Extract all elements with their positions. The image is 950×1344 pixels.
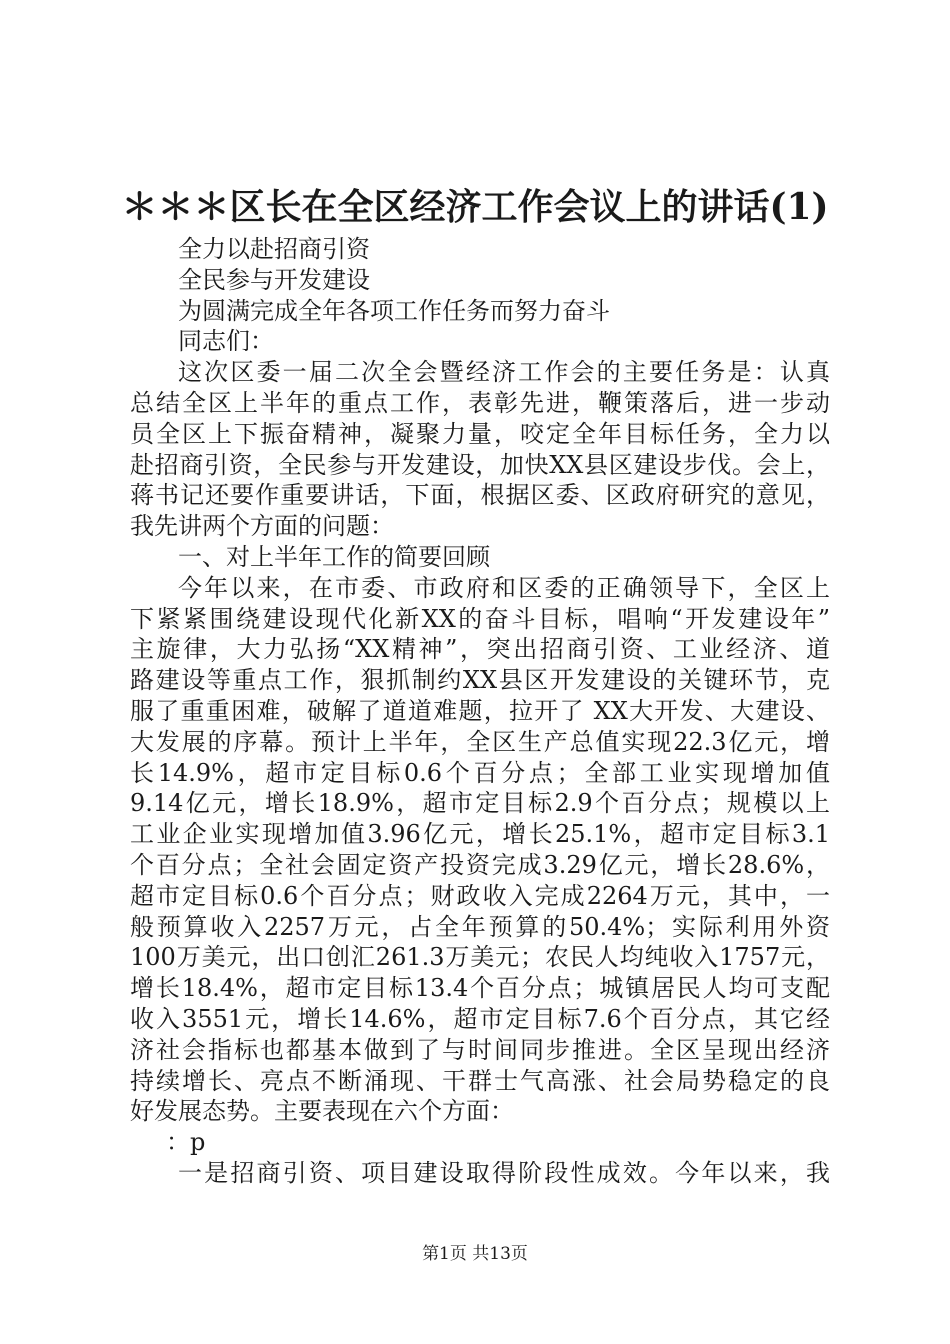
paragraph-line: 员全区上下振奋精神，凝聚力量，咬定全年目标任务，全力以 [130,419,830,448]
paragraph-line: 好发展态势。主要表现在六个方面： [130,1097,514,1126]
section-heading: 一、对上半年工作的简要回顾 [178,542,490,571]
paragraph-line: 路建设等重点工作，狠抓制约XX县区开发建设的关键环节，克 [130,666,830,695]
paragraph-line: 超市定目标0.6个百分点；财政收入完成2264万元，其中，一 [130,881,830,910]
paragraph-line: 收入3551元，增长14.6%，超市定目标7.6个百分点，其它经 [130,1004,830,1033]
paragraph-line: 大发展的序幕。预计上半年，全区生产总值实现22.3亿元，增 [130,727,830,756]
paragraph-line: 赴招商引资，全民参与开发建设，加快XX县区建设步伐。会上， [130,450,830,479]
paragraph-line: 我先讲两个方面的问题： [130,512,394,541]
paragraph-line: 一是招商引资、项目建设取得阶段性成效。今年以来，我 [178,1158,830,1187]
paragraph-line: 增长18.4%，超市定目标13.4个百分点；城镇居民人均可支配 [130,974,830,1003]
paragraph-line: 9.14亿元，增长18.9%，超市定目标2.9个百分点；规模以上 [130,789,830,818]
subtitle-line-3: 为圆满完成全年各项工作任务而努力奋斗 [178,296,610,325]
paragraph-line: 今年以来，在市委、市政府和区委的正确领导下，全区上 [178,573,830,602]
paragraph-line: 般预算收入2257万元，占全年预算的50.4%；实际利用外资 [130,912,830,941]
subtitle-line-1: 全力以赴招商引资 [178,235,370,263]
paragraph-line: 个百分点；全社会固定资产投资完成3.29亿元，增长28.6%， [130,850,830,879]
document-title: ＊＊＊区长在全区经济工作会议上的讲话(1) [121,186,829,228]
paragraph-line: 100万美元，出口创汇261.3万美元；农民人均纯收入1757元， [130,943,830,972]
paragraph-line: 服了重重困难，破解了道道难题，拉开了 XX大开发、大建设、 [130,696,830,725]
paragraph-line: 持续增长、亮点不断涌现、干群士气高涨、社会局势稳定的良 [130,1066,830,1095]
paragraph-line: 下紧紧围绕建设现代化新XX的奋斗目标，唱响“开发建设年” [130,604,830,633]
subtitle-line-2: 全民参与开发建设 [178,265,370,294]
paragraph-line: 工业企业实现增加值3.96亿元，增长25.1%，超市定目标3.1 [130,820,830,849]
paragraph-line: 蒋书记还要作重要讲话，下面，根据区委、区政府研究的意见， [130,481,830,510]
page-number-footer: 第1页 共13页 [422,1244,528,1264]
paragraph-line: 总结全区上半年的重点工作，表彰先进，鞭策落后，进一步动 [130,388,830,417]
paragraph-line: 长14.9%，超市定目标0.6个百分点；全部工业实现增加值 [130,758,830,787]
document-body [130,234,830,1189]
paragraph-line: 主旋律，大力弘扬“XX精神”，突出招商引资、工业经济、道 [130,635,830,664]
paragraph-line: 济社会指标也都基本做到了与时间同步推进。全区呈现出经济 [130,1035,830,1064]
salutation: 同志们： [178,327,274,356]
stray-text: ：p [166,1128,206,1157]
paragraph-line: 这次区委一届二次全会暨经济工作会的主要任务是：认真 [178,358,830,387]
